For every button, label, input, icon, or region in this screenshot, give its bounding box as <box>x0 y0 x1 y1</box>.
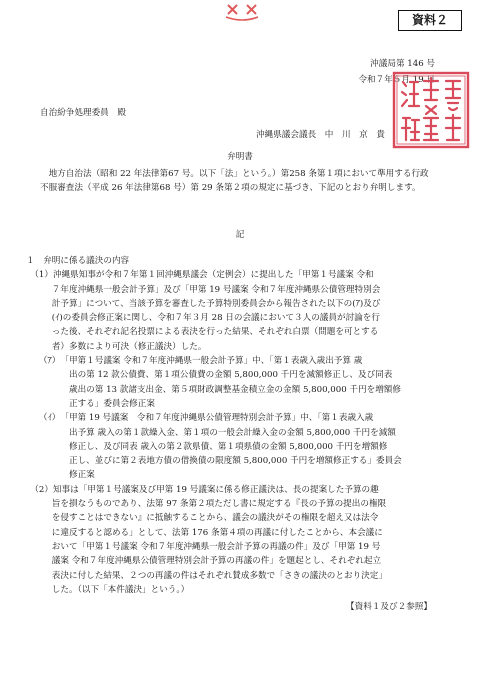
document-number: 沖議局第 146 号 <box>370 59 435 69</box>
official-seal-icon <box>390 70 472 150</box>
body-line: （2）知事は「甲第１号議案及び甲第 19 号議案に係る修正議決は、長の提案した予算の趣 <box>26 484 379 495</box>
addressee: 自治紛争処理委員 殿 <box>40 108 126 118</box>
body-line: 修正案 <box>26 470 95 481</box>
body-line: に違反すると認める」として、法第 176 条第４項の再議に付したことから、本会議に <box>26 527 383 538</box>
body-line: 旨を損なうものであり、法第 97 条第２項ただし書に規定する『長の予算の提出の権限 <box>26 499 387 510</box>
document-date: 令和７年５月 19 日 <box>358 75 435 85</box>
document-title: 弁明書 <box>227 152 253 162</box>
ki-heading: 記 <box>235 230 245 240</box>
body-line: 正し、並びに第２表地方債の借換債の限度額 5,800,000 千円を増額修正する」委員会 <box>26 456 402 467</box>
body-line: を侵すことはできない』に抵触することから、議会の議決がその権限を超え又は法令 <box>26 513 379 524</box>
intro-line: 地方自治法（昭和 22 年法律第67 号。以下「法」という。）第258 条第１項において準用する行政 <box>40 169 429 179</box>
intro-line: 不服審査法（平成 26 年法律第68 号）第 29 条第２項の規定に基づき、下記のとおり弁明します。 <box>40 183 421 194</box>
body-line: 修正し、及び同表 歳入の第２款県債、第１項県債の金額 5,800,000 千円を増額修 <box>26 441 388 452</box>
body-line: 議案 令和７年度沖縄県公債管理特別会計予算の再議の件」を題起とし、それぞれ起立 <box>26 556 382 567</box>
body-line: （ｲ） 「甲第 19 号議案 令和７年度沖縄県公債管理特別会計予算」中、「第１表歳入歳 <box>26 413 374 424</box>
intro-paragraph <box>40 167 429 196</box>
body-line: 正する」委員会修正案 <box>26 398 155 409</box>
body-line: 出の第 12 款公債費、第１項公債費の金額 5,800,000 千円を減額修正し、及び同表 <box>26 370 393 381</box>
body-line: った後、それぞれ記名投票による表決を行った結果、それぞれ白票（問題を可とする <box>26 327 379 338</box>
sender-name: 沖縄県議会議長 中 川 京 貴 <box>256 130 385 140</box>
body-line: （1）沖縄県知事が令和７年第１回沖縄県議会（定例会）に提出した「甲第１号議案 令和 <box>26 270 374 281</box>
body-line: ７年度沖縄県一般会計予算」及び「甲第 19 号議案 令和７年度沖縄県公債管理特別会 <box>26 284 381 295</box>
body-line: した。（以下「本件議決」という。） <box>26 584 190 595</box>
body-line: １ 弁明に係る議決の内容 <box>26 256 130 266</box>
body-line: 計予算」について、当該予算を審査した予算特別委員会から報告された以下の(ｱ)及び <box>26 298 381 309</box>
body-line: 者）多数により可決（修正議決）した。 <box>26 341 207 352</box>
body-line: (ｲ)の委員会修正案に関し、令和７年３月 28 日の会議において３人の議員が討論を行 <box>26 313 380 324</box>
body-line: 出予算 歳入の第１款繰入金、第１項の一般会計繰入金の金額 5,800,000 千円を減額 <box>26 427 396 438</box>
body-section <box>26 254 402 597</box>
body-line: おいて「甲第１号議案 令和７年度沖縄県一般会計予算の再議の件」及び「甲第 19 号 <box>26 541 381 552</box>
reference-note: 【資料１及び２参照】 <box>346 602 432 612</box>
body-line: （ｱ） 「甲第１号議案 令和７年度沖縄県一般会計予算」中、「第１表歳入歳出予算 歳 <box>26 356 363 367</box>
body-line: 表決に付した結果、２つの再議の件はそれぞれ賛成多数で「さきの議決のとおり決定」 <box>26 570 387 581</box>
document-label-box: 資料２ <box>398 10 462 31</box>
received-stamp-mark <box>224 2 260 22</box>
body-line: 歳出の第 13 款諸支出金、第５項財政調整基金積立金の金額 5,800,000 千円を増額修 <box>26 384 401 395</box>
